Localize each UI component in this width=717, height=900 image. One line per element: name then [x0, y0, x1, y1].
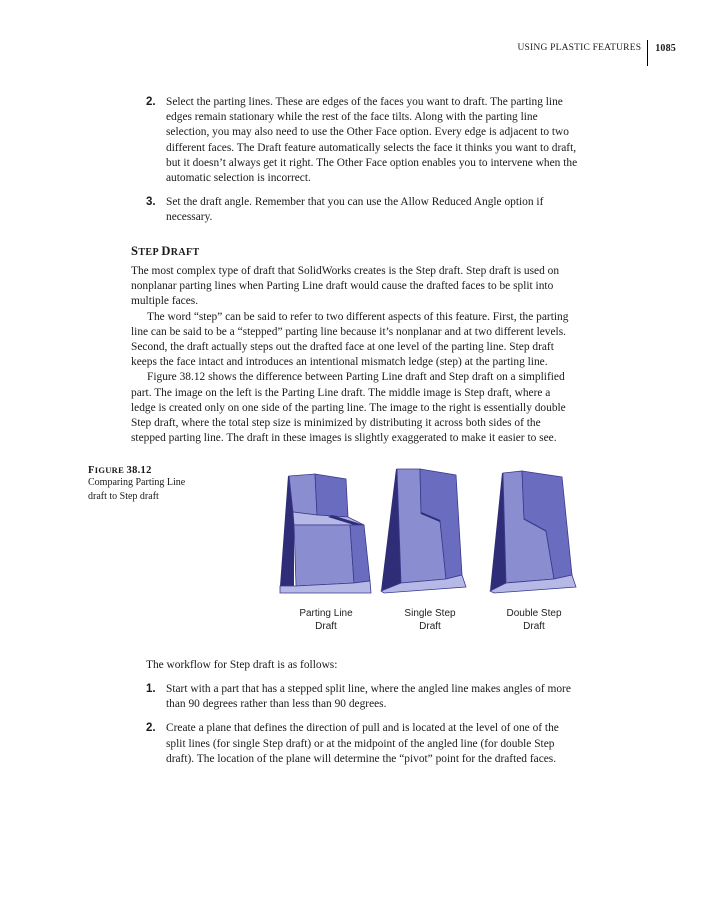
text-line: Step draft, where the total step size is minimized by distributing it across both sides of the — [131, 417, 541, 430]
upper-front-face — [289, 474, 317, 515]
text-line: Create a plane that defines the direction of pull and is located at the level of one of the — [166, 722, 559, 735]
label-double-step-draft: Double Step Draft — [506, 608, 562, 632]
draft-comparison-illustration — [276, 465, 586, 600]
paragraph — [131, 310, 649, 371]
parting-line-draft-part — [280, 474, 371, 593]
section-title: USING PLASTIC FEATURES — [517, 43, 642, 53]
item-text — [166, 721, 658, 767]
lower-right-face — [350, 525, 370, 583]
text-line: necessary. — [166, 211, 213, 224]
paragraph — [131, 264, 649, 310]
text-line: multiple faces. — [131, 295, 199, 308]
paragraph — [131, 370, 649, 446]
text-line: draft). The location of the plane will determine the “pivot” point for the drafted faces. — [166, 752, 557, 765]
list-item — [146, 721, 658, 767]
list-item — [146, 195, 658, 225]
upper-right-face — [315, 474, 348, 517]
text-line: automatic selection is incorrect. — [166, 172, 311, 185]
page-number: 1085 — [655, 43, 676, 54]
steps-list-top — [146, 95, 658, 226]
text-line: Figure 38.12 shows the difference between Parting Line draft and Step draft on a simplified — [147, 371, 565, 384]
list-item — [146, 682, 658, 712]
text-line: edges remain stationary while the rest of the face tilts. Along with the parting line — [166, 111, 538, 124]
text-line: line can be said to be a “stepped” parting line because it’s nonplanar and at two different levels. — [131, 325, 567, 338]
text-line: but it doesn’t always get it right. The Other Face option enables you to intervene when the — [166, 156, 578, 169]
label-parting-line-draft: Parting Line Draft — [299, 608, 353, 632]
item-text — [166, 195, 658, 225]
running-header — [517, 40, 676, 66]
workflow-intro: The workflow for Step draft is as follows: — [146, 659, 338, 671]
item-number: 2. — [146, 96, 156, 108]
item-number: 2. — [146, 722, 156, 735]
section-heading: STEP DRAFT — [131, 244, 200, 258]
single-step-draft-part — [381, 469, 466, 593]
text-line: Start with a part that has a stepped split line, where the angled line makes angles of more — [166, 683, 571, 695]
label-single-step-draft: Single Step Draft — [404, 608, 456, 632]
text-line: than 90 degrees rather than less than 90 degrees. — [166, 698, 387, 711]
figure-38-12 — [276, 465, 586, 635]
text-line: nonplanar parting lines when Parting Line draft would cause the drafted faces to be split into — [131, 280, 554, 293]
text-line: ledge is created only on one side of the parting line. The image to the right is essentially double — [131, 401, 566, 414]
text-line: selection, you may also need to use the Other Face option. Every edge is adjacent to two — [166, 126, 569, 139]
figure-number: FIGURE 38.12 — [88, 465, 152, 476]
text-line: part. The image on the left is the Parting Line draft. The middle image is Step draft, where a — [131, 386, 551, 399]
list-item — [146, 95, 658, 186]
text-line: Second, the draft actually steps out the drafted face at one level of the parting line. Step draft — [131, 341, 554, 354]
figure-caption — [88, 465, 238, 504]
caption-line: draft to Step draft — [88, 491, 159, 502]
caption-line: Comparing Parting Line — [88, 477, 186, 488]
text-line: Select the parting lines. These are edges of the faces you want to draft. The parting line — [166, 96, 563, 108]
item-number: 3. — [146, 196, 156, 209]
text-line: Set the draft angle. Remember that you can use the Allow Reduced Angle option if — [166, 196, 544, 209]
text-line: stepped parting line. The draft in these images is slightly exaggerated to make it easier to see. — [131, 432, 557, 445]
steps-list-bottom — [146, 682, 658, 767]
text-line: different faces. The Draft feature automatically selects the face it thinks you want to draft, — [166, 141, 577, 154]
item-number: 1. — [146, 683, 156, 695]
item-text — [166, 95, 658, 186]
double-step-draft-part — [490, 471, 576, 593]
text-line: split lines (for single Step draft) or at the midpoint of the angled line (for double Step — [166, 737, 555, 750]
lower-front-face — [294, 525, 354, 586]
text-line: The word “step” can be said to refer to two different aspects of this feature. First, the parting — [147, 310, 569, 323]
text-line: The most complex type of draft that SolidWorks creates is the Step draft. Step draft is used on — [131, 265, 560, 277]
item-text — [166, 682, 658, 712]
text-line: keeps the face intact and introduces an intentional mismatch ledge (step) at the parting line. — [131, 356, 548, 369]
body-paragraphs — [131, 264, 649, 446]
